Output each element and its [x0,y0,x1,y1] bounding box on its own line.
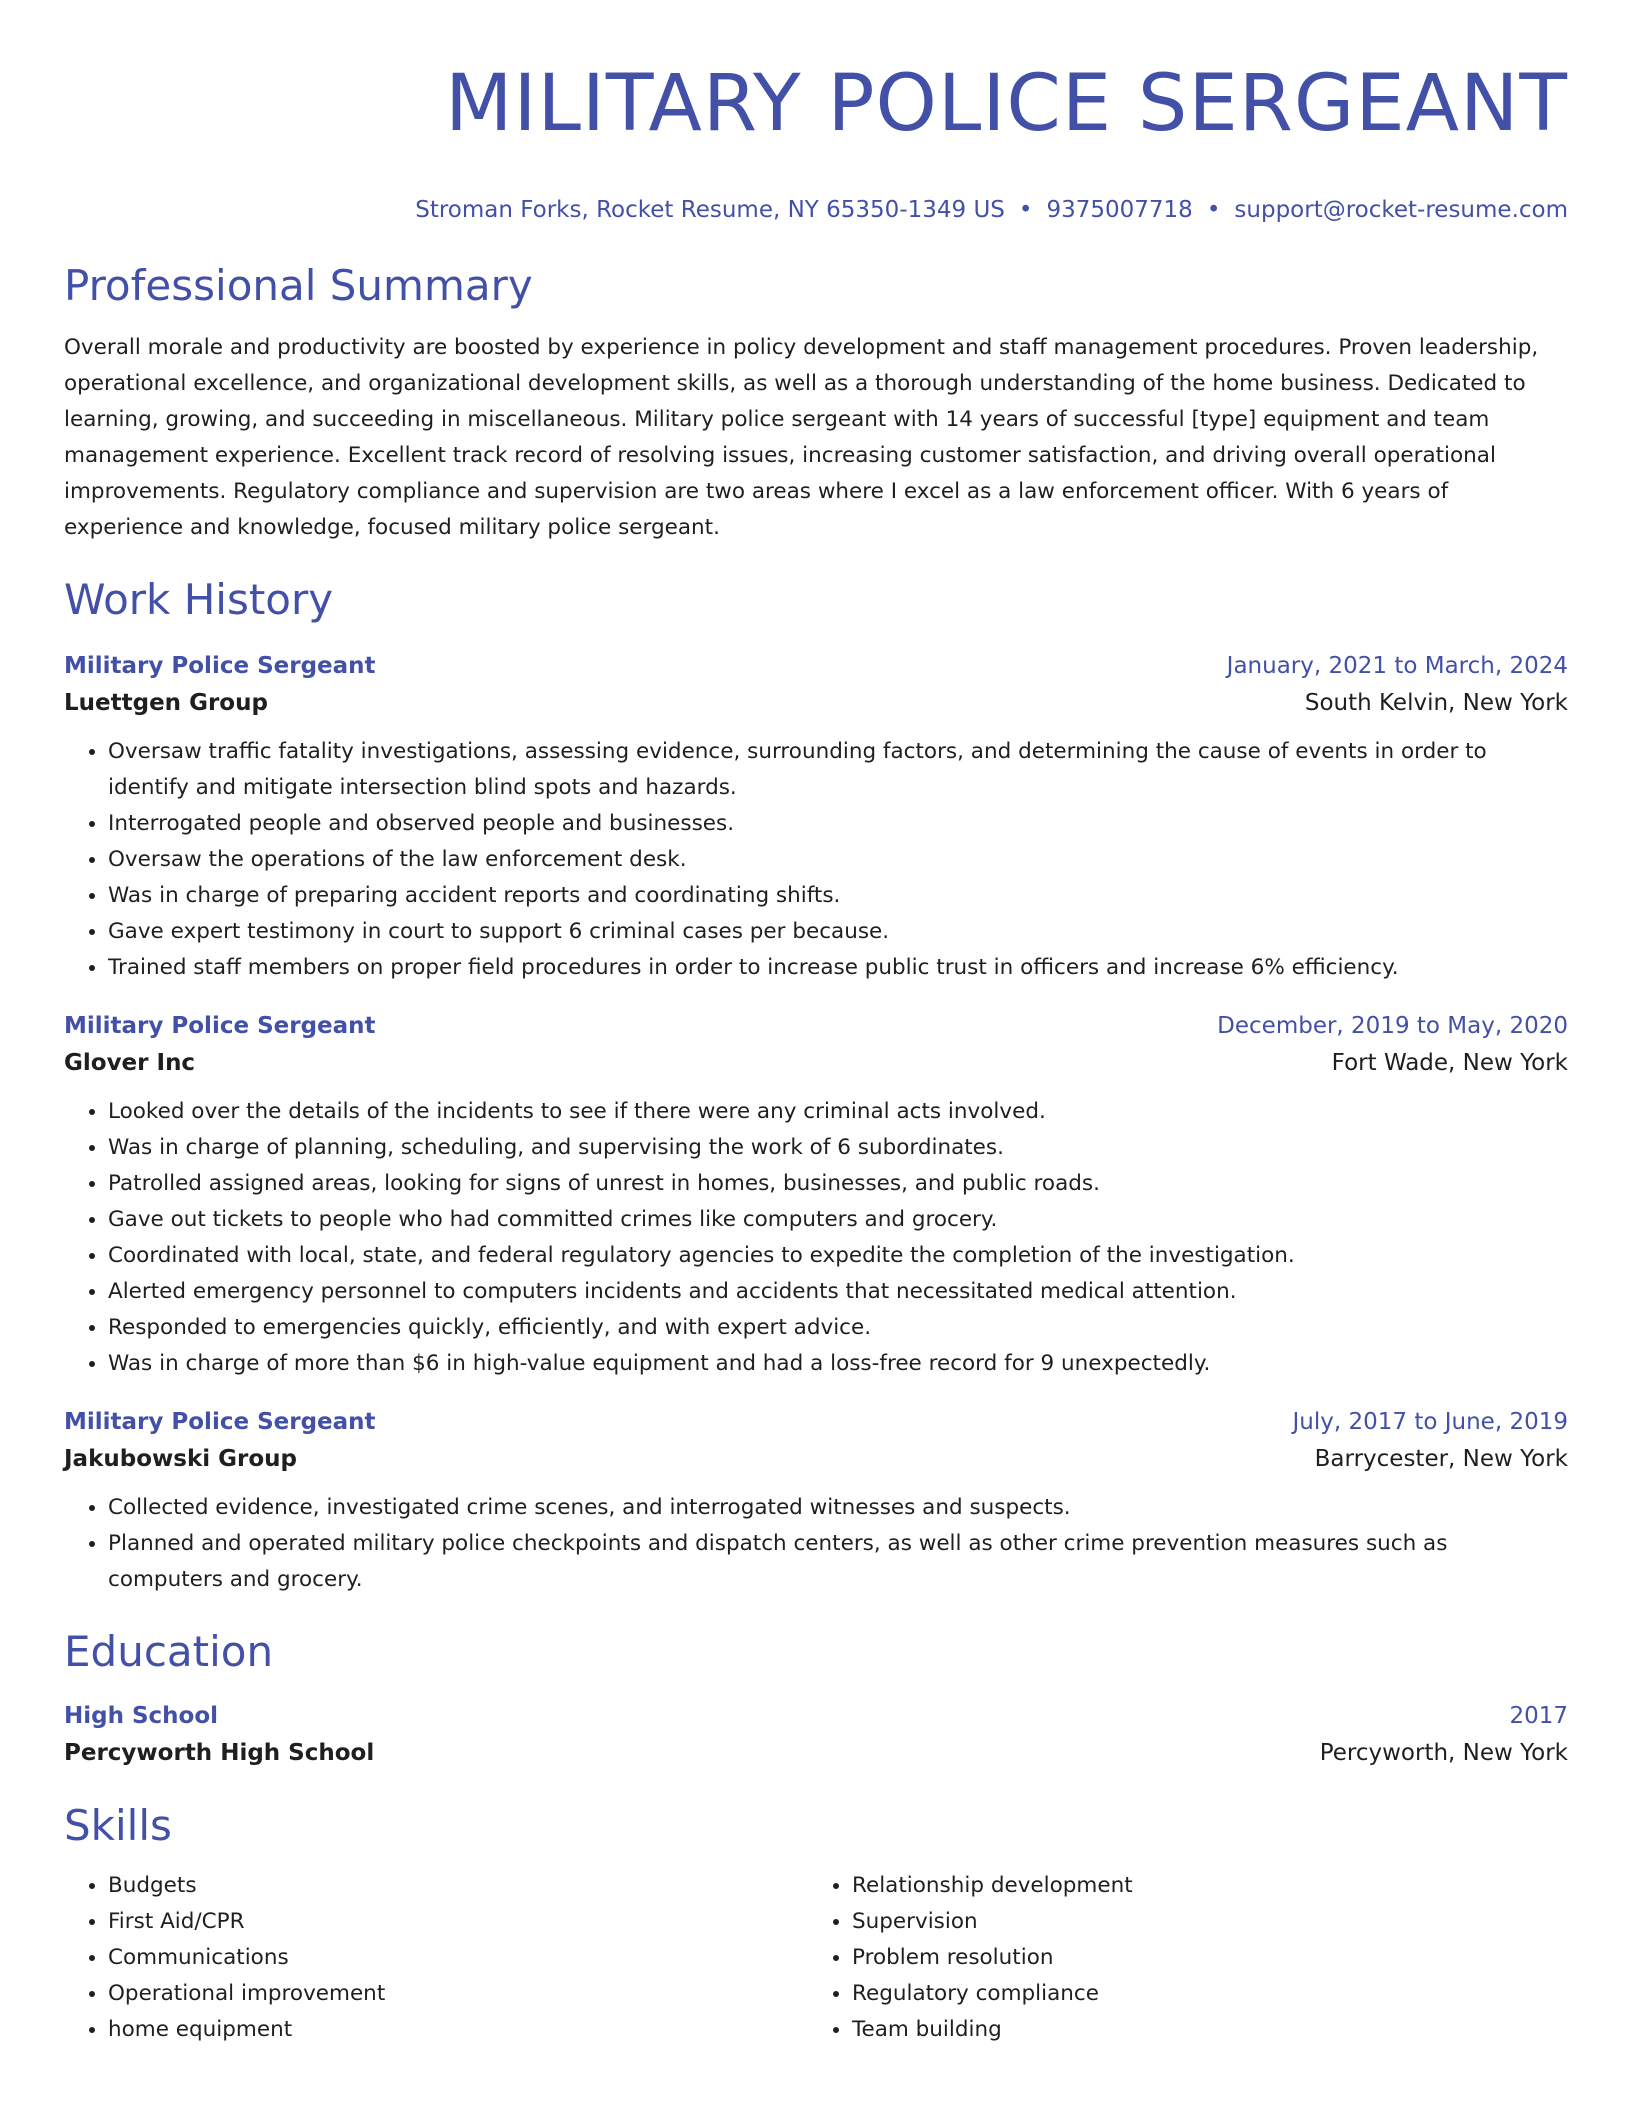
resume-name: MILITARY POLICE SERGEANT [445,59,1568,149]
job-bullet: • Responded to emergencies quickly, efficiently, and with expert advice. [108,1310,1568,1346]
section-title-summary: Professional Summary [64,261,533,310]
contact-separator: • [1018,197,1033,223]
job-bullet: • Was in charge of preparing accident reports and coordinating shifts. [108,878,1568,914]
job-location: Fort Wade, New York [1331,1050,1568,1076]
job-bullet: • Collected evidence, investigated crime scenes, and interrogated witnesses and suspects. [108,1490,1568,1526]
education-year: 2017 [1509,1703,1568,1729]
job-bullet: • Alerted emergency personnel to computers incidents and accidents that necessitated medical attention. [108,1274,1568,1310]
job-bullet: • Trained staff members on proper field procedures in order to increase public trust in officers and increase 6% efficiency. [108,950,1568,986]
skill-item: • Relationship development [852,1868,1552,1904]
job-header-row [64,1404,1568,1440]
job-header-row [64,1008,1568,1044]
education-header-row [64,1698,1568,1734]
job-entry [64,648,1568,986]
skill-item: • Problem resolution [852,1940,1552,1976]
job-bullets [64,1094,1568,1382]
job-company: Jakubowski Group [64,1446,297,1472]
job-entry [64,1008,1568,1382]
job-location: South Kelvin, New York [1304,690,1568,716]
skills-list [64,1868,1568,2048]
education-school-row [64,1734,1568,1772]
education-degree: High School [64,1703,219,1729]
contact-line [64,194,1568,226]
skill-item: • home equipment [108,2012,808,2048]
job-title: Military Police Sergeant [64,1013,376,1039]
job-company-row [64,684,1568,722]
job-bullet: • Was in charge of planning, scheduling, and supervising the work of 6 subordinates. [108,1130,1568,1166]
job-bullet: • Looked over the details of the incidents to see if there were any criminal acts involved. [108,1094,1568,1130]
skill-item: • Communications [108,1940,808,1976]
job-title: Military Police Sergeant [64,653,376,679]
job-bullet: • Planned and operated military police checkpoints and dispatch centers, as well as other crime prevention measures such as computers and grocery. [108,1526,1568,1598]
job-bullet: • Oversaw the operations of the law enforcement desk. [108,842,1568,878]
education-school: Percyworth High School [64,1740,375,1766]
job-company-row [64,1044,1568,1082]
job-bullet: • Interrogated people and observed people and businesses. [108,806,1568,842]
section-title-skills: Skills [64,1801,172,1850]
job-company: Luettgen Group [64,690,268,716]
skills-column-left [64,1868,808,2048]
skill-item: • Supervision [852,1904,1552,1940]
education-location: Percyworth, New York [1319,1740,1568,1766]
job-location: Barrycester, New York [1314,1446,1568,1472]
skill-item: • First Aid/CPR [108,1904,808,1940]
section-title-education: Education [64,1627,274,1676]
skill-item: • Operational improvement [108,1976,808,2012]
skill-item: • Regulatory compliance [852,1976,1552,2012]
job-dates: January, 2021 to March, 2024 [1226,653,1568,679]
contact-email[interactable]: support@rocket-resume.com [1234,197,1568,223]
contact-address: Stroman Forks, Rocket Resume, NY 65350-1349 US [415,197,1005,223]
education-entry [64,1698,1568,1772]
job-bullet: • Gave out tickets to people who had committed crimes like computers and grocery. [108,1202,1568,1238]
contact-phone: 9375007718 [1046,197,1193,223]
job-bullet: • Oversaw traffic fatality investigations, assessing evidence, surrounding factors, and determining the cause of events in order to identify and mitigate intersection blind spots and hazards. [108,734,1568,806]
contact-separator: • [1206,197,1221,223]
job-bullets [64,1490,1568,1598]
job-bullet: • Patrolled assigned areas, looking for signs of unrest in homes, businesses, and public roads. [108,1166,1568,1202]
job-dates: July, 2017 to June, 2019 [1292,1409,1568,1435]
skill-item: • Team building [852,2012,1552,2048]
job-bullet: • Was in charge of more than $6 in high-value equipment and had a loss-free record for 9 unexpectedly. [108,1346,1568,1382]
job-dates: December, 2019 to May, 2020 [1217,1013,1568,1039]
job-company: Glover Inc [64,1050,196,1076]
skill-item: • Budgets [108,1868,808,1904]
job-bullet: • Coordinated with local, state, and federal regulatory agencies to expedite the completion of the investigation. [108,1238,1568,1274]
skills-column-right [808,1868,1552,2048]
job-header-row [64,648,1568,684]
summary-text: Overall morale and productivity are boosted by experience in policy development and staff management procedures. Proven leadership, operational excellence, and organizational development skills, as well as a thorough understanding of the home business. Dedicated to learning, growing, and succeeding in miscellaneous. Military police sergeant with 14 years of successful [type] equipment and team management experience. Excellent track record of resolving issues, increasing customer satisfaction, and driving overall operational improvements. Regulatory compliance and supervision are two areas where I excel as a law enforcement officer. With 6 years of experience and knowledge, focused military police sergeant. [64,335,1539,540]
job-bullet: • Gave expert testimony in court to support 6 criminal cases per because. [108,914,1568,950]
job-entry [64,1404,1568,1598]
job-title: Military Police Sergeant [64,1409,376,1435]
job-bullets [64,734,1568,986]
section-title-work-history: Work History [64,575,334,624]
job-company-row [64,1440,1568,1478]
